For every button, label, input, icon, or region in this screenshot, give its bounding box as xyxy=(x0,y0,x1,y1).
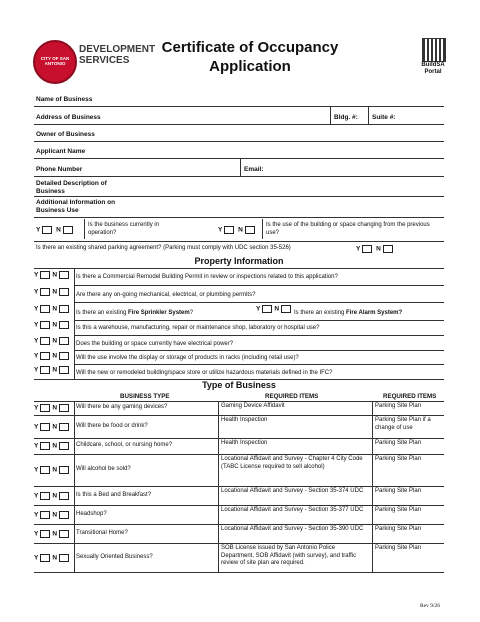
yes-checkbox[interactable] xyxy=(40,492,50,500)
business-row-required-2: Parking Site Plan xyxy=(375,545,422,551)
business-row-yn[interactable]: Y N xyxy=(34,511,71,519)
yes-checkbox[interactable] xyxy=(40,442,50,450)
no-checkbox[interactable] xyxy=(59,305,69,313)
col-required-items: REQUIRED ITEMS xyxy=(265,393,319,400)
portal-line-1: BuildSA xyxy=(421,62,445,68)
suite-label: Suite #: xyxy=(372,114,396,121)
business-row-required: Locational Affidavit and Survey - Section 35-377 UDC xyxy=(221,507,364,513)
yes-checkbox[interactable] xyxy=(40,337,50,345)
business-row-question: Childcare, school, or nursing home? xyxy=(76,442,173,448)
business-row-yn[interactable]: Y N xyxy=(34,492,71,500)
business-row-yn[interactable]: Y N xyxy=(34,442,71,450)
property-q5: Is this a warehouse, manufacturing, repair or maintenance shop, laboratory or hospital use? xyxy=(76,325,320,331)
no-checkbox[interactable] xyxy=(59,271,69,279)
property-section-title: Property Information xyxy=(194,256,284,266)
property-q2-yn[interactable]: Y N xyxy=(34,288,71,296)
row-divider xyxy=(34,572,444,573)
property-q7: Will the use involve the display or storage of products in racks (including retail use)? xyxy=(76,355,299,361)
yes-checkbox[interactable] xyxy=(40,288,50,296)
portal-label xyxy=(414,62,452,76)
yes-checkbox[interactable] xyxy=(40,321,50,329)
no-checkbox[interactable] xyxy=(383,245,393,253)
property-q8-yn[interactable]: Y N xyxy=(34,366,71,374)
yes-checkbox[interactable] xyxy=(40,305,50,313)
no-checkbox[interactable] xyxy=(59,366,69,374)
yes-checkbox[interactable] xyxy=(40,271,50,279)
no-checkbox[interactable] xyxy=(59,288,69,296)
no-checkbox[interactable] xyxy=(59,423,69,431)
row-divider xyxy=(34,486,444,487)
business-row-question: Sexually Oriented Business? xyxy=(76,553,153,560)
no-checkbox[interactable] xyxy=(59,554,69,562)
yes-checkbox[interactable] xyxy=(40,423,50,431)
business-row-required: Locational Affidavit and Survey - Section 35-374 UDC xyxy=(221,488,364,494)
change-use-question: Is the use of the building or space changing from the previous use? xyxy=(266,222,430,236)
yes-checkbox[interactable] xyxy=(40,511,50,519)
col-required-items-2: REQUIRED ITEMS xyxy=(383,393,437,400)
portal-line-2: Portal xyxy=(424,69,442,75)
business-row-required-2: Parking Site Plan if a change of use xyxy=(375,417,431,431)
business-row-question: Will there be food or drink? xyxy=(76,422,148,429)
row-divider xyxy=(34,415,444,416)
col-business-type: BUSINESS TYPE xyxy=(120,393,170,400)
property-q5-yn[interactable]: Y N xyxy=(34,321,71,329)
business-row-question: Will alcohol be sold? xyxy=(76,466,131,472)
property-q4: Is there an existing Fire Alarm System? xyxy=(294,310,403,316)
no-checkbox[interactable] xyxy=(59,511,69,519)
business-row-required: Locational Affidavit and Survey - Chapter 4 City Code (TABC License required to sell alcohol) xyxy=(221,456,363,470)
seal-text: CITY OF SAN ANTONIO xyxy=(40,56,70,66)
change-use-yn[interactable]: Y N xyxy=(218,226,257,234)
business-row-required-2: Parking Site Plan xyxy=(375,456,422,462)
title-line-1: Certificate of Occupancy xyxy=(161,39,339,56)
yes-checkbox[interactable] xyxy=(40,530,50,538)
business-row-required: Locational Affidavit and Survey - Section 35-390 UDC xyxy=(221,526,364,532)
business-section-title: Type of Business xyxy=(202,380,276,390)
yes-checkbox[interactable] xyxy=(262,305,272,313)
row-divider xyxy=(34,524,444,525)
revision-label: Rev 9/26 xyxy=(420,603,441,609)
no-checkbox[interactable] xyxy=(245,226,255,234)
business-row-required: SOB License issued by San Antonio Police Department, SOB Affidavit (with survey), and traffic review of site plan are required. xyxy=(221,545,357,566)
department-line-1: DEVELOPMENT xyxy=(79,44,156,55)
bldg-label: Bldg. #: xyxy=(334,114,358,121)
business-row-required: Health Inspection xyxy=(221,417,268,423)
phone-label: Phone Number xyxy=(36,166,83,173)
business-row-yn[interactable]: Y N xyxy=(34,423,71,431)
row-divider xyxy=(34,543,444,544)
yes-checkbox[interactable] xyxy=(42,226,52,234)
business-row-required-2: Parking Site Plan xyxy=(375,403,422,409)
business-row-yn[interactable]: Y N xyxy=(34,466,71,474)
in-operation-question: Is the business currently in operation? xyxy=(88,222,160,236)
no-checkbox[interactable] xyxy=(59,466,69,474)
yes-checkbox[interactable] xyxy=(40,366,50,374)
applicant-label: Applicant Name xyxy=(36,148,86,155)
property-q6-yn[interactable]: Y N xyxy=(34,337,71,345)
property-q1: Is there a Commercial Remodel Building Permit in review or inspections related to this application? xyxy=(76,274,338,280)
business-row-question: Is this a Bed and Breakfast? xyxy=(76,491,152,498)
no-checkbox[interactable] xyxy=(59,442,69,450)
business-row-question: Will there be any gaming devices? xyxy=(76,404,168,410)
address-label: Address of Business xyxy=(36,114,101,121)
yes-checkbox[interactable] xyxy=(40,404,50,412)
no-checkbox[interactable] xyxy=(59,352,69,360)
business-row-required-2: Parking Site Plan xyxy=(375,440,422,446)
no-checkbox[interactable] xyxy=(59,530,69,538)
yes-checkbox[interactable] xyxy=(40,466,50,474)
in-operation-yn[interactable]: Y N xyxy=(36,226,75,234)
yes-checkbox[interactable] xyxy=(224,226,234,234)
no-checkbox[interactable] xyxy=(59,404,69,412)
property-q4-yn[interactable]: Y N xyxy=(256,305,293,313)
property-q6: Does the building or space currently have electrical power? xyxy=(76,341,234,347)
business-row-yn[interactable]: Y N xyxy=(34,530,71,538)
business-row-required-2: Parking Site Plan xyxy=(375,526,422,532)
row-divider xyxy=(34,438,444,439)
business-name-label: Name of Business xyxy=(36,96,93,103)
property-q2: Are there any on-going mechanical, electrical, or plumbing permits? xyxy=(76,292,256,298)
title-line-2: Application xyxy=(209,58,291,75)
no-checkbox[interactable] xyxy=(281,305,291,313)
department-line-2: SERVICES xyxy=(79,55,130,66)
shared-parking-yn[interactable]: Y N xyxy=(356,245,395,253)
property-q7-yn[interactable]: Y N xyxy=(34,352,71,360)
page-title xyxy=(150,38,350,76)
business-row-required: Gaming Device Affidavit xyxy=(221,403,285,409)
yes-checkbox[interactable] xyxy=(362,245,372,253)
qr-code-icon xyxy=(422,38,446,62)
business-row-yn[interactable]: Y N xyxy=(34,404,71,412)
property-q1-yn[interactable]: Y N xyxy=(34,271,71,279)
business-row-question: Headshop? xyxy=(76,510,107,517)
no-checkbox[interactable] xyxy=(59,492,69,500)
business-row-required-2: Parking Site Plan xyxy=(375,507,422,513)
no-checkbox[interactable] xyxy=(59,321,69,329)
owner-label: Owner of Business xyxy=(36,131,95,138)
description-label: Detailed Description of Business xyxy=(36,180,107,195)
business-row-required: Health Inspection xyxy=(221,440,268,446)
no-checkbox[interactable] xyxy=(59,337,69,345)
property-q3-yn[interactable]: Y N xyxy=(34,305,71,313)
business-row-required-2: Parking Site Plan xyxy=(375,488,422,494)
row-divider xyxy=(34,505,444,506)
row-divider xyxy=(34,454,444,455)
city-seal-logo xyxy=(33,40,77,84)
property-q3: Is there an existing Fire Sprinkler System? xyxy=(76,310,194,316)
shared-parking-question: Is there an existing shared parking agreement? (Parking must comply with UDC section 35-526) xyxy=(36,245,291,251)
department-name xyxy=(79,44,155,66)
property-q8: Will the new or remodeled building/space store or utilize hazardous materials defined in the IFC? xyxy=(76,370,333,376)
email-label: Email: xyxy=(244,166,264,173)
yes-checkbox[interactable] xyxy=(40,554,50,562)
additional-info-label: Additional Information on Business Use xyxy=(36,199,116,214)
no-checkbox[interactable] xyxy=(63,226,73,234)
business-row-question: Transitional Home? xyxy=(76,529,128,536)
business-row-yn[interactable]: Y N xyxy=(34,554,71,562)
yes-checkbox[interactable] xyxy=(40,352,50,360)
